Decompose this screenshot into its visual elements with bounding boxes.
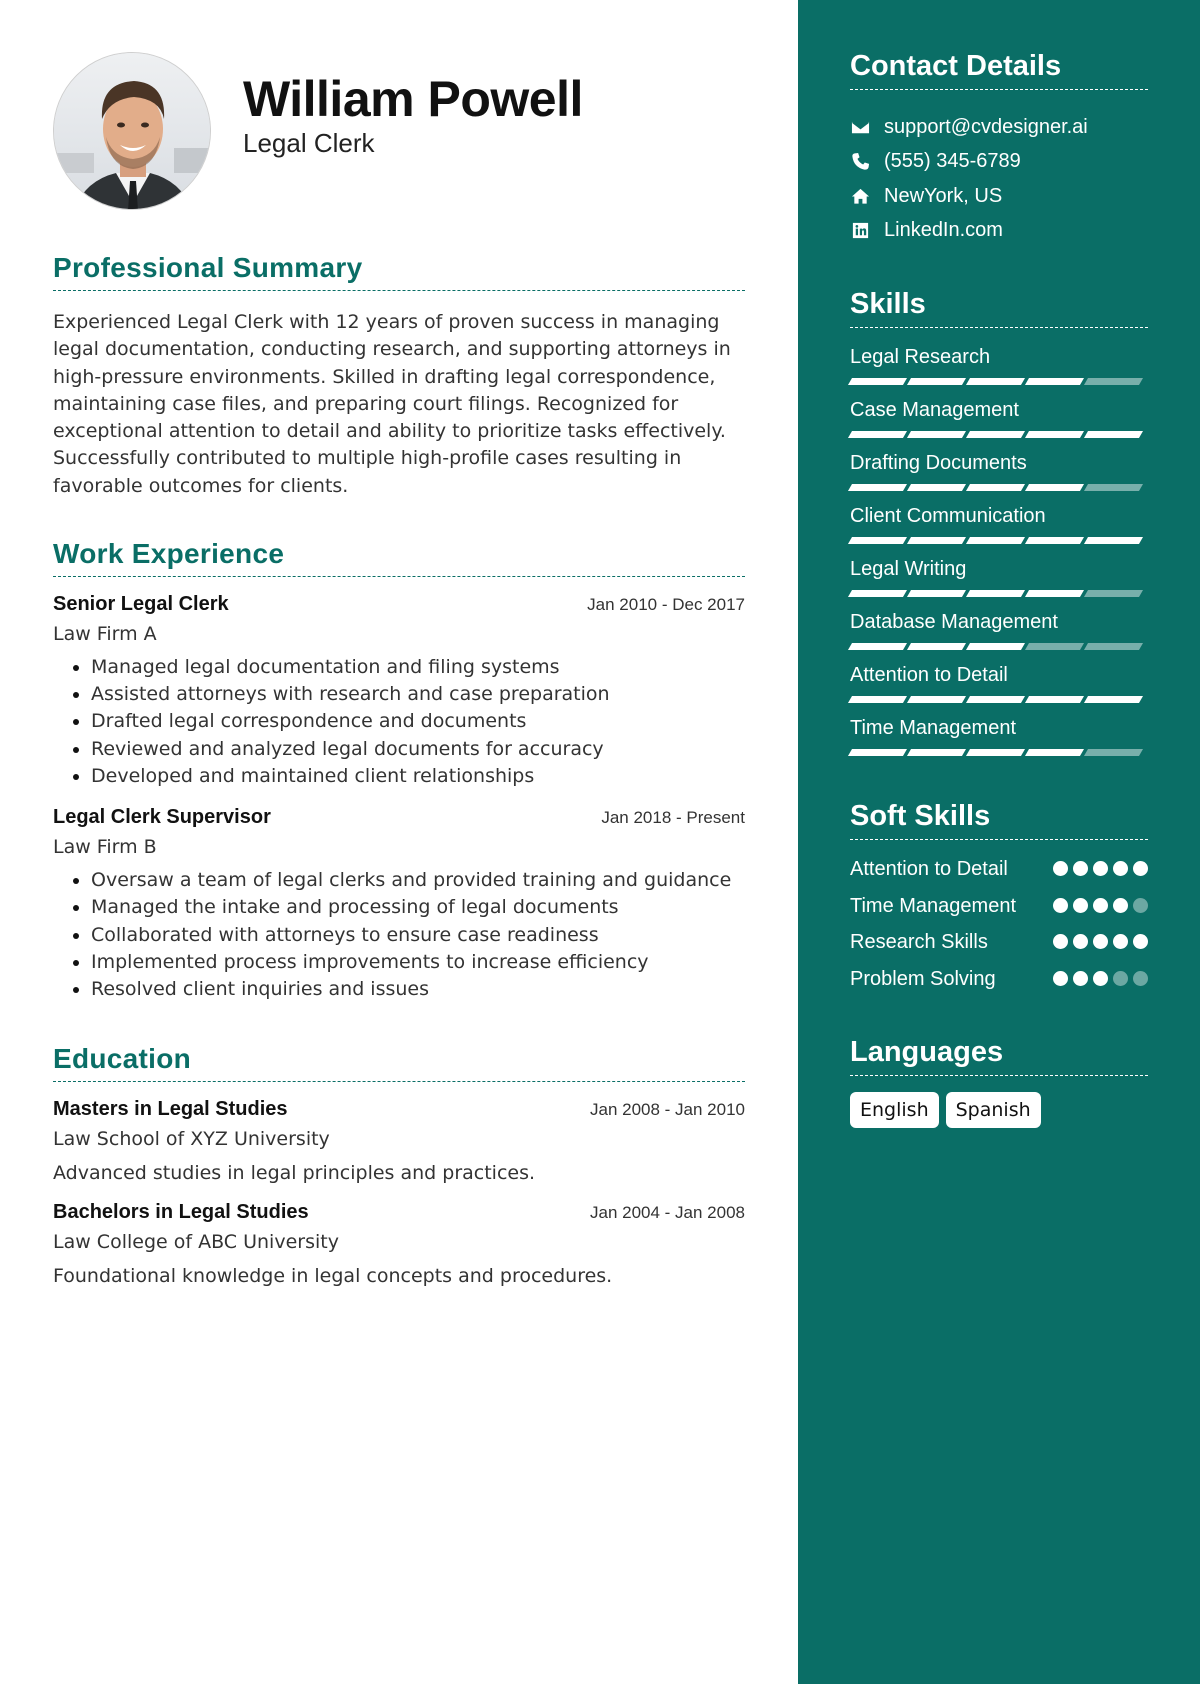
school-name: Law School of XYZ University (53, 1128, 330, 1151)
skill-level-bar (850, 696, 1148, 703)
skill-segment-filled (966, 590, 1025, 597)
candidate-title: Legal Clerk (243, 128, 375, 158)
skill-segment-filled (848, 696, 907, 703)
skills-list (850, 346, 1148, 756)
job-company: Law Firm A (53, 623, 157, 646)
skill-segment-filled (848, 590, 907, 597)
languages-list (850, 1092, 1148, 1128)
soft-skill-name: Time Management (850, 894, 1016, 917)
skill-level-bar (850, 749, 1148, 756)
skill-segment-filled (907, 431, 966, 438)
skill-segment-empty (1084, 484, 1143, 491)
skill-item (850, 346, 1148, 385)
bullet-item: • Developed and maintained client relationships (91, 763, 745, 790)
soft-skill-item (850, 966, 1148, 993)
bullet-item: • Resolved client inquiries and issues (91, 976, 745, 1003)
bullet-item: • Managed legal documentation and filing systems (91, 654, 745, 681)
skills-section (850, 288, 1148, 756)
contact-phone[interactable] (850, 145, 1148, 180)
degree-title: Bachelors in Legal Studies (53, 1201, 309, 1224)
skill-name: Time Management (850, 717, 1016, 739)
rating-dot-filled (1133, 934, 1148, 949)
education-dates: Jan 2008 - Jan 2010 (589, 1100, 745, 1120)
rating-dot-filled (1113, 898, 1128, 913)
phone-icon (850, 152, 870, 172)
linkedin-text: LinkedIn.com (884, 219, 1003, 242)
school-name: Law College of ABC University (53, 1231, 339, 1254)
bullet-item: • Managed the intake and processing of legal documents (91, 894, 745, 921)
bullet-item: • Reviewed and analyzed legal documents for accuracy (91, 736, 745, 763)
contact-linkedin[interactable] (850, 214, 1148, 249)
job-bullets (53, 867, 745, 1003)
skill-name: Legal Writing (850, 558, 967, 580)
soft-skill-name: Attention to Detail (850, 858, 1008, 880)
skill-item (850, 664, 1148, 703)
skill-item (850, 399, 1148, 438)
skill-name: Database Management (850, 611, 1058, 633)
name-block (243, 70, 583, 158)
education-description: Advanced studies in legal principles and practices. (53, 1162, 536, 1185)
soft-skills-list (850, 856, 1148, 992)
skill-level-bar (850, 643, 1148, 650)
skill-segment-filled (966, 696, 1025, 703)
job-dates: Jan 2010 - Dec 2017 (587, 595, 745, 615)
rating-dot-filled (1133, 861, 1148, 876)
skill-name: Legal Research (850, 346, 991, 368)
rating-dot-filled (1053, 898, 1068, 913)
contact-location (850, 179, 1148, 214)
skill-segment-filled (966, 643, 1025, 650)
skill-segment-filled (1025, 484, 1084, 491)
skill-segment-filled (848, 431, 907, 438)
bullet-item: • Drafted legal correspondence and documents (91, 708, 745, 735)
rating-dot-empty (1113, 971, 1128, 986)
skill-segment-filled (907, 590, 966, 597)
skill-segment-filled (907, 696, 966, 703)
skill-segment-filled (1025, 431, 1084, 438)
linkedin-icon (850, 221, 870, 241)
header (53, 52, 745, 210)
skill-item (850, 717, 1148, 756)
home-icon (850, 186, 870, 206)
location-text: NewYork, US (884, 184, 1003, 207)
skill-segment-empty (1025, 643, 1084, 650)
skill-segment-filled (907, 378, 966, 385)
job-entry (53, 593, 745, 790)
skill-segment-empty (1084, 590, 1143, 597)
job-title: Legal Clerk Supervisor (53, 806, 271, 829)
skill-segment-filled (848, 749, 907, 756)
skill-item (850, 452, 1148, 491)
skill-segment-filled (966, 431, 1025, 438)
skill-segment-filled (848, 643, 907, 650)
job-entry (53, 806, 745, 1003)
languages-section (850, 1036, 1148, 1128)
email-text: support@cvdesigner.ai (884, 115, 1088, 138)
skill-segment-filled (848, 378, 907, 385)
skill-segment-filled (1084, 696, 1143, 703)
job-company: Law Firm B (53, 836, 157, 859)
skill-segment-filled (1025, 749, 1084, 756)
contact-section (850, 50, 1148, 248)
rating-dot-empty (1133, 971, 1148, 986)
education-description: Foundational knowledge in legal concepts and procedures. (53, 1265, 613, 1288)
bullet-item: • Collaborated with attorneys to ensure case readiness (91, 922, 745, 949)
skill-segment-filled (966, 749, 1025, 756)
soft-skill-item (850, 856, 1148, 883)
bullet-item: • Implemented process improvements to increase efficiency (91, 949, 745, 976)
education-section (53, 1043, 745, 1288)
skill-segment-filled (1084, 537, 1143, 544)
soft-skill-rating (1048, 898, 1148, 913)
skill-segment-empty (1084, 378, 1143, 385)
bullet-item: • Oversaw a team of legal clerks and provided training and guidance (91, 867, 745, 894)
skill-level-bar (850, 431, 1148, 438)
skill-segment-filled (907, 643, 966, 650)
skill-segment-filled (966, 537, 1025, 544)
education-entry (53, 1201, 745, 1288)
soft-skill-rating (1048, 934, 1148, 949)
soft-skill-item (850, 893, 1148, 920)
skill-level-bar (850, 590, 1148, 597)
skill-segment-filled (907, 484, 966, 491)
skill-segment-filled (1025, 696, 1084, 703)
skill-segment-filled (1084, 431, 1143, 438)
skill-segment-filled (1025, 590, 1084, 597)
skill-item (850, 558, 1148, 597)
phone-text: (555) 345-6789 (884, 150, 1021, 173)
skill-segment-filled (1025, 378, 1084, 385)
soft-skill-name: Research Skills (850, 931, 988, 953)
job-dates: Jan 2018 - Present (601, 808, 745, 828)
skill-name: Client Communication (850, 505, 1046, 527)
summary-text: Experienced Legal Clerk with 12 years of proven success in managing legal documentation, conducting research, and supporting attorneys in high-pressure environments. Skilled in drafting legal correspondence, maintaining case files, and preparing court filings. Recognized for exceptional attention to detail and ability to prioritize tasks effectively. Successfully contributed to multiple high-profile cases resulting in favorable outcomes for clients. (53, 311, 731, 497)
job-title: Senior Legal Clerk (53, 593, 229, 616)
education-dates: Jan 2004 - Jan 2008 (589, 1203, 745, 1223)
soft-skill-rating (1048, 971, 1148, 986)
work-heading: Work Experience (53, 538, 745, 577)
skill-segment-filled (966, 378, 1025, 385)
job-bullets (53, 654, 745, 790)
avatar-photo (54, 53, 211, 210)
rating-dot-filled (1093, 898, 1108, 913)
sidebar (798, 0, 1200, 1684)
skill-item (850, 611, 1148, 650)
skills-heading: Skills (850, 288, 1148, 328)
soft-skill-rating (1048, 861, 1148, 876)
languages-heading: Languages (850, 1036, 1148, 1076)
skill-level-bar (850, 537, 1148, 544)
rating-dot-filled (1073, 971, 1088, 986)
rating-dot-filled (1113, 934, 1128, 949)
envelope-icon (850, 117, 870, 137)
work-section (53, 538, 745, 1003)
skill-segment-filled (848, 537, 907, 544)
rating-dot-filled (1113, 861, 1128, 876)
skill-level-bar (850, 484, 1148, 491)
skill-segment-empty (1084, 643, 1143, 650)
language-tag: English (850, 1092, 939, 1128)
skill-level-bar (850, 378, 1148, 385)
soft-skills-section (850, 800, 1148, 992)
rating-dot-filled (1093, 861, 1108, 876)
rating-dot-filled (1073, 861, 1088, 876)
education-entry (53, 1098, 745, 1185)
soft-skill-name: Problem Solving (850, 967, 996, 990)
soft-skills-heading: Soft Skills (850, 800, 1148, 840)
rating-dot-filled (1093, 971, 1108, 986)
rating-dot-filled (1053, 971, 1068, 986)
skill-segment-filled (966, 484, 1025, 491)
avatar (53, 52, 211, 210)
rating-dot-filled (1053, 934, 1068, 949)
skill-item (850, 505, 1148, 544)
rating-dot-filled (1073, 898, 1088, 913)
skill-segment-filled (848, 484, 907, 491)
skill-name: Attention to Detail (850, 664, 1008, 686)
rating-dot-filled (1053, 861, 1068, 876)
skill-segment-filled (907, 537, 966, 544)
contact-heading: Contact Details (850, 50, 1148, 90)
degree-title: Masters in Legal Studies (53, 1098, 288, 1121)
summary-heading: Professional Summary (53, 252, 745, 291)
skill-segment-filled (907, 749, 966, 756)
skill-segment-filled (1025, 537, 1084, 544)
language-tag: Spanish (946, 1092, 1041, 1128)
candidate-name: William Powell (243, 71, 583, 127)
education-heading: Education (53, 1043, 745, 1082)
rating-dot-empty (1133, 898, 1148, 913)
soft-skill-item (850, 929, 1148, 956)
rating-dot-filled (1093, 934, 1108, 949)
skill-name: Case Management (850, 399, 1019, 421)
skill-name: Drafting Documents (850, 452, 1027, 474)
contact-email[interactable] (850, 110, 1148, 145)
skill-segment-empty (1084, 749, 1143, 756)
summary-section (53, 252, 745, 500)
bullet-item: • Assisted attorneys with research and case preparation (91, 681, 745, 708)
rating-dot-filled (1073, 934, 1088, 949)
